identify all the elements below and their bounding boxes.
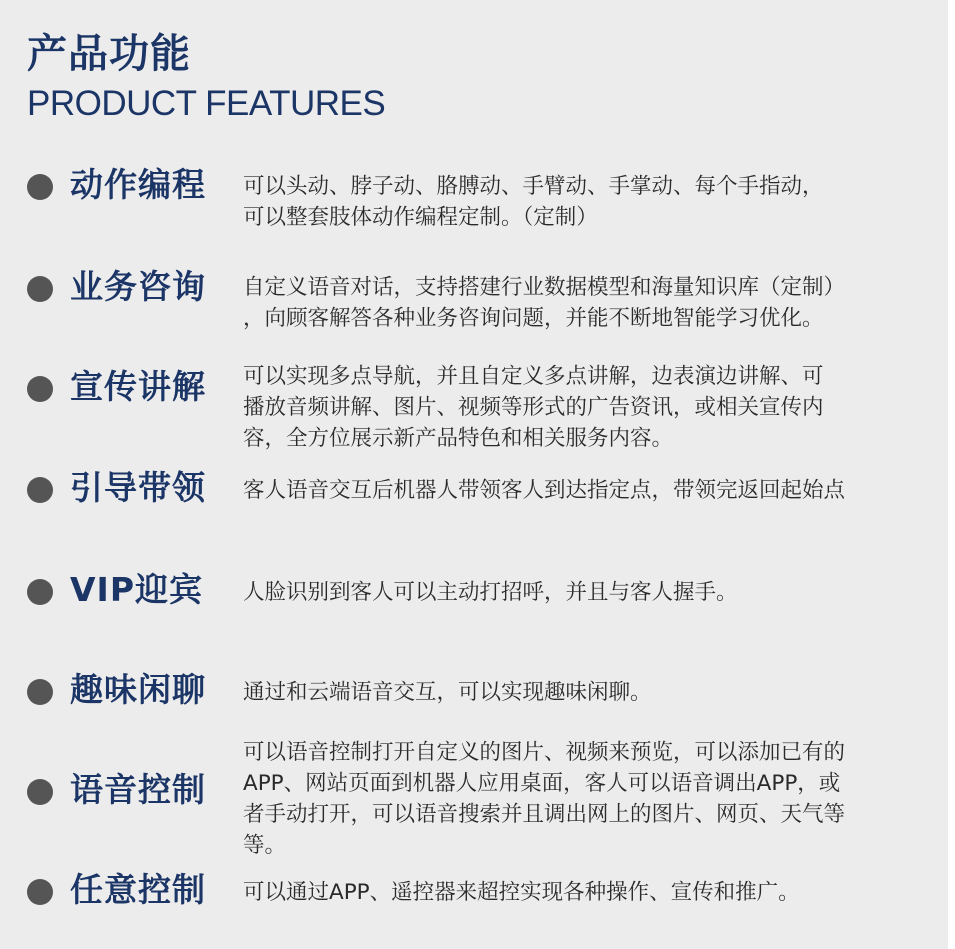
feature-description	[243, 361, 943, 454]
header	[27, 28, 385, 124]
feature-description	[243, 475, 943, 506]
right-edge-strip	[948, 0, 955, 949]
description-line: 可以实现多点导航，并且自定义多点讲解，边表演边讲解、可	[243, 364, 824, 389]
description-line: 客人语音交互后机器人带领客人到达指定点，带领完返回起始点	[243, 478, 846, 503]
feature-title: 业务咨询	[70, 267, 206, 306]
feature-title: 宣传讲解	[70, 367, 206, 406]
feature-title: VIP迎宾	[70, 570, 204, 609]
feature-description	[243, 737, 943, 861]
description-line: 可以通过APP、遥控器来超控实现各种操作、宣传和推广。	[243, 880, 800, 905]
description-line: 可以头动、脖子动、胳膊动、手臂动、手掌动、每个手指动，	[243, 174, 824, 199]
description-line: 播放音频讲解、图片、视频等形式的广告资讯，或相关宣传内	[243, 395, 824, 420]
bullet-dot-icon	[27, 376, 53, 402]
description-line: 等。	[243, 833, 287, 858]
description-line: 通过和云端语音交互，可以实现趣味闲聊。	[243, 680, 652, 705]
description-line: 自定义语音对话，支持搭建行业数据模型和海量知识库（定制）	[243, 275, 846, 300]
feature-description	[243, 171, 943, 233]
description-line: 者手动打开，可以语音搜索并且调出网上的图片、网页、天气等	[243, 802, 846, 827]
description-line: 可以语音控制打开自定义的图片、视频来预览，可以添加已有的	[243, 740, 846, 765]
feature-title: 任意控制	[70, 870, 206, 909]
description-line: 容，全方位展示新产品特色和相关服务内容。	[243, 426, 674, 451]
bullet-dot-icon	[27, 779, 53, 805]
description-line: 人脸识别到客人可以主动打招呼，并且与客人握手。	[243, 580, 738, 605]
feature-title: 趣味闲聊	[70, 670, 206, 709]
feature-description	[243, 272, 943, 334]
feature-title: 动作编程	[70, 165, 206, 204]
feature-title: 语音控制	[70, 770, 206, 809]
page-title-en: PRODUCT FEATURES	[27, 84, 386, 123]
description-line: ，向顾客解答各种业务咨询问题，并能不断地智能学习优化。	[243, 306, 824, 331]
description-line: 可以整套肢体动作编程定制。（定制）	[243, 205, 598, 230]
bullet-dot-icon	[27, 579, 53, 605]
page-title-cn: 产品功能	[27, 31, 191, 77]
bullet-dot-icon	[27, 879, 53, 905]
bullet-dot-icon	[27, 174, 53, 200]
bullet-dot-icon	[27, 276, 53, 302]
bullet-dot-icon	[27, 477, 53, 503]
feature-description	[243, 677, 943, 708]
bullet-dot-icon	[27, 679, 53, 705]
feature-description	[243, 577, 943, 608]
description-line: APP、网站页面到机器人应用桌面，客人可以语音调出APP，或	[243, 771, 841, 796]
feature-description	[243, 877, 943, 908]
feature-title: 引导带领	[70, 468, 206, 507]
